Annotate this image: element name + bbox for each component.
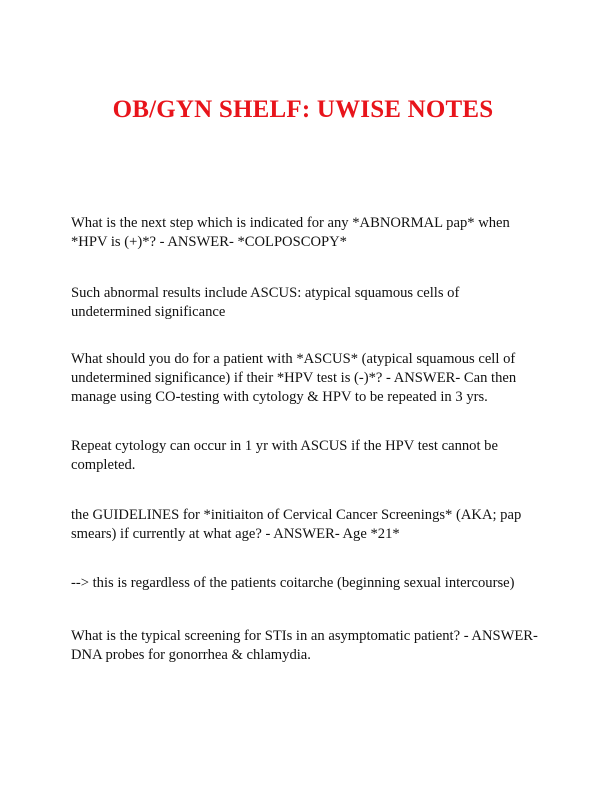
- paragraph-repeat-cytology: Repeat cytology can occur in 1 yr with ASCUS if the HPV test cannot be completed.: [71, 438, 498, 473]
- paragraph-screening-guidelines: the GUIDELINES for *initiaiton of Cervical Cancer Screenings* (AKA; pap smears) if currently at what age? - ANSWER- Age *21*: [71, 507, 522, 542]
- paragraph-sti-screening: What is the typical screening for STIs in an asymptomatic patient? - ANSWER- DNA probes for gonorrhea & chlamydia.: [71, 628, 538, 663]
- paragraph-colposcopy-question: What is the next step which is indicated for any *ABNORMAL pap* when *HPV is (+)*? - ANSWER- *COLPOSCOPY*: [71, 215, 510, 250]
- document-title: OB/GYN SHELF: UWISE NOTES: [112, 96, 494, 123]
- paragraph-ascus-definition: Such abnormal results include ASCUS: atypical squamous cells of undetermined significance: [71, 285, 460, 320]
- paragraph-ascus-hpv-negative: What should you do for a patient with *ASCUS* (atypical squamous cell of undetermined significance) if their *HPV test is (-)*? - ANSWER- Can then manage using CO-testing with cytology & HPV to be repeated in 3 yrs.: [71, 351, 517, 405]
- paragraph-coitarche-note: --> this is regardless of the patients coitarche (beginning sexual intercourse): [71, 575, 515, 591]
